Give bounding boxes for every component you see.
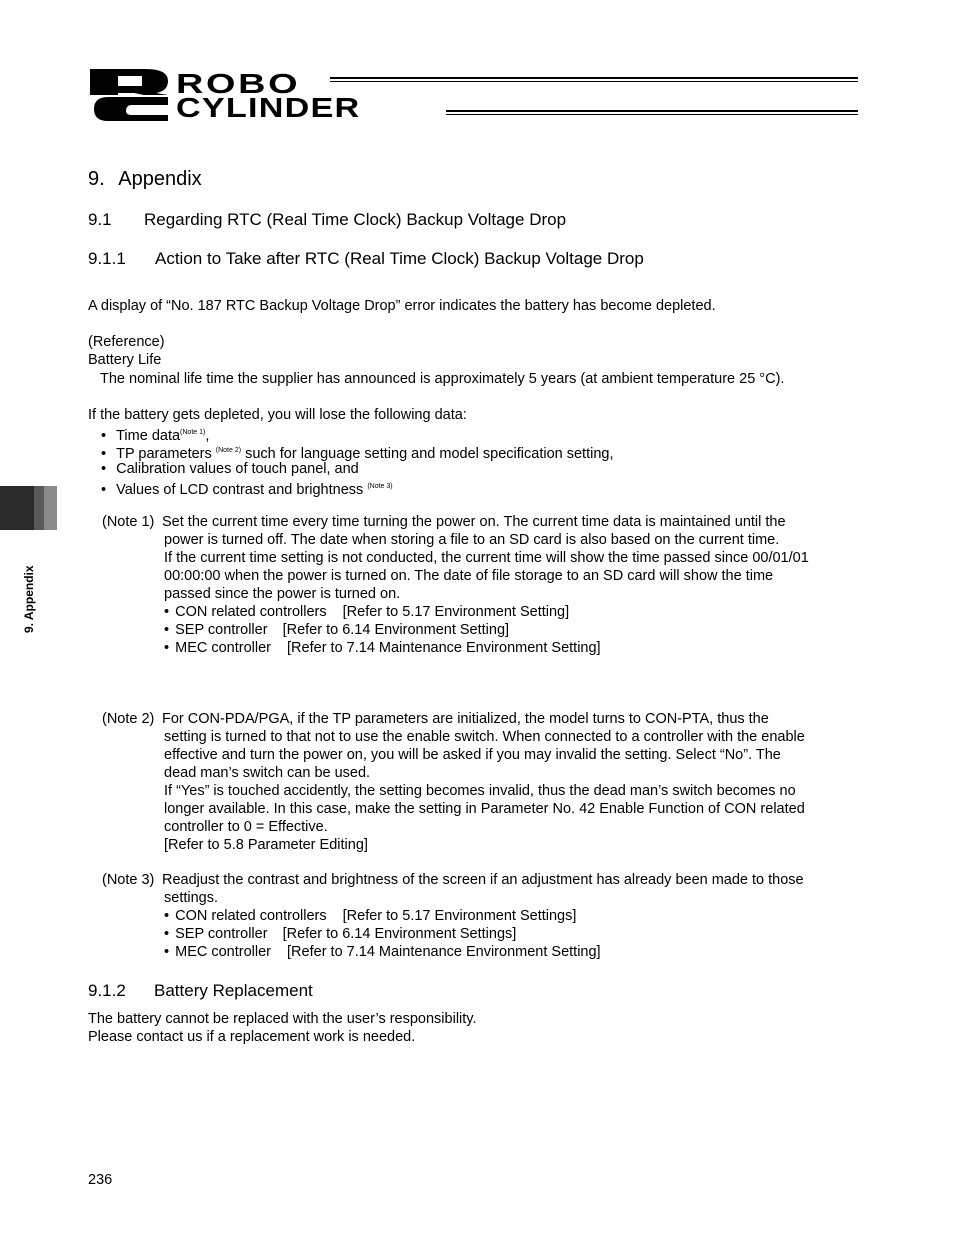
note1-line: If the current time setting is not conducted, the current time will show the time passed since 00/01/01 bbox=[164, 550, 809, 566]
heading-title: Battery Replacement bbox=[154, 981, 313, 1000]
note3-line: settings. bbox=[164, 890, 218, 906]
bullet: • bbox=[164, 908, 170, 924]
bullet: • bbox=[164, 944, 170, 960]
subsubsection-title: Action to Take after RTC (Real Time Clock) Backup Voltage Drop bbox=[155, 249, 644, 268]
subsection-number: 9.1 bbox=[88, 210, 112, 229]
note1-bullet bbox=[164, 603, 569, 621]
bullet: • bbox=[101, 428, 107, 444]
note1-bullet bbox=[164, 639, 601, 657]
note1-label: (Note 1) bbox=[102, 514, 155, 530]
note3-label: (Note 3) bbox=[102, 872, 155, 888]
header-rule-bottom-1 bbox=[446, 110, 858, 112]
bullet: • bbox=[101, 461, 107, 477]
list-item-text: Calibration values of touch panel, and bbox=[116, 461, 359, 477]
list-item bbox=[101, 478, 393, 499]
bullet-reference: [Refer to 5.17 Environment Setting] bbox=[342, 604, 570, 620]
heading-number: 9.1.2 bbox=[88, 981, 126, 1000]
bullet-reference: [Refer to 6.14 Environment Setting] bbox=[282, 622, 510, 638]
list-item-tail: such for language setting and model specification setting, bbox=[245, 446, 614, 462]
section-heading bbox=[88, 168, 202, 191]
bullet: • bbox=[164, 926, 170, 942]
list-item-text: Values of LCD contrast and brightness bbox=[116, 482, 364, 498]
lost-data-lead: If the battery gets depleted, you will lose the following data: bbox=[88, 407, 467, 423]
note1-line: passed since the power is turned on. bbox=[164, 586, 401, 602]
bullet-controller: MEC controller bbox=[175, 640, 271, 656]
bullet: • bbox=[101, 446, 107, 462]
bullet-controller: CON related controllers bbox=[175, 908, 327, 924]
subsubsection-number: 9.1.1 bbox=[88, 249, 126, 268]
battery-replacement-heading bbox=[88, 981, 313, 1001]
page-number: 236 bbox=[88, 1172, 113, 1188]
note3-bullet bbox=[164, 943, 601, 961]
bullet-reference: [Refer to 6.14 Environment Settings] bbox=[282, 926, 517, 942]
note2-line: If “Yes” is touched accidently, the setting becomes invalid, thus the dead man’s switch becomes no bbox=[164, 783, 796, 799]
bullet-reference: [Refer to 5.17 Environment Settings] bbox=[342, 908, 577, 924]
note1-bullet bbox=[164, 621, 509, 639]
rc-logo-mark bbox=[88, 67, 174, 123]
replacement-line: Please contact us if a replacement work is needed. bbox=[88, 1029, 416, 1045]
list-item-text: TP parameters bbox=[116, 446, 212, 462]
reference-title: Battery Life bbox=[88, 352, 162, 368]
note2-label: (Note 2) bbox=[102, 711, 155, 727]
replacement-line: The battery cannot be replaced with the user’s responsibility. bbox=[88, 1011, 477, 1027]
bullet: • bbox=[164, 622, 170, 638]
note2-line: dead man’s switch can be used. bbox=[164, 765, 371, 781]
logo-word-robo: ROBO bbox=[176, 68, 301, 99]
note1-line: Set the current time every time turning the power on. The current time data is maintained until the bbox=[162, 514, 786, 530]
side-tab-light bbox=[44, 486, 57, 530]
bullet-reference: [Refer to 7.14 Maintenance Environment Setting] bbox=[287, 944, 601, 960]
note1-line: 00:00:00 when the power is turned on. The date of file storage to an SD card will show the time bbox=[164, 568, 774, 584]
note-ref: (Note 3) bbox=[367, 483, 393, 490]
bullet: • bbox=[164, 640, 170, 656]
reference-text: The nominal life time the supplier has announced is approximately 5 years (at ambient temperature 25 °C). bbox=[100, 371, 785, 387]
header-rule-top-2 bbox=[330, 81, 858, 82]
note3-bullet bbox=[164, 925, 516, 943]
side-tab-dark bbox=[0, 486, 34, 530]
note-ref: (Note 2) bbox=[215, 447, 242, 454]
bullet-controller: CON related controllers bbox=[175, 604, 327, 620]
note2-line: effective and turn the power on, you will be asked if you may invalid the setting. Select “No”. The bbox=[164, 747, 781, 763]
subsubsection-heading bbox=[88, 249, 644, 269]
header-rule-top-1 bbox=[330, 77, 858, 79]
bullet: • bbox=[164, 604, 170, 620]
note2-line: For CON-PDA/PGA, if the TP parameters are initialized, the model turns to CON-PTA, thus the bbox=[162, 711, 769, 727]
note2-line: longer available. In this case, make the setting in Parameter No. 42 Enable Function of CON related bbox=[164, 801, 805, 817]
section-number: 9. bbox=[88, 168, 105, 190]
section-title: Appendix bbox=[118, 168, 202, 190]
intro-paragraph: A display of “No. 187 RTC Backup Voltage Drop” error indicates the battery has become depleted. bbox=[88, 298, 716, 314]
bullet-controller: SEP controller bbox=[175, 926, 268, 942]
note2-line: controller to 0 = Effective. bbox=[164, 819, 328, 835]
note1-line: power is turned off. The date when storing a file to an SD card is also based on the current time. bbox=[164, 532, 780, 548]
note-ref: (Note 1) bbox=[180, 429, 206, 436]
list-item-text: Time data bbox=[116, 428, 181, 444]
subsection-heading bbox=[88, 210, 566, 230]
bullet-reference: [Refer to 7.14 Maintenance Environment Setting] bbox=[287, 640, 601, 656]
bullet-controller: SEP controller bbox=[175, 622, 268, 638]
side-tab-label: 9. Appendix bbox=[22, 565, 36, 633]
reference-label: (Reference) bbox=[88, 334, 165, 350]
bullet: • bbox=[101, 482, 107, 498]
note2-line: setting is turned to that not to use the enable switch. When connected to a controller with the enable bbox=[164, 729, 805, 745]
subsection-title: Regarding RTC (Real Time Clock) Backup Voltage Drop bbox=[144, 210, 567, 229]
note3-bullet bbox=[164, 907, 576, 925]
logo-word-cylinder: CYLINDER bbox=[176, 92, 361, 123]
header-rule-bottom-2 bbox=[446, 114, 858, 115]
note3-line: Readjust the contrast and brightness of the screen if an adjustment has already been made to those bbox=[162, 872, 804, 888]
list-item-tail: , bbox=[205, 428, 210, 444]
note2-line: [Refer to 5.8 Parameter Editing] bbox=[164, 837, 368, 853]
bullet-controller: MEC controller bbox=[175, 944, 271, 960]
side-tab-mid bbox=[34, 486, 44, 530]
list-item bbox=[101, 460, 359, 478]
